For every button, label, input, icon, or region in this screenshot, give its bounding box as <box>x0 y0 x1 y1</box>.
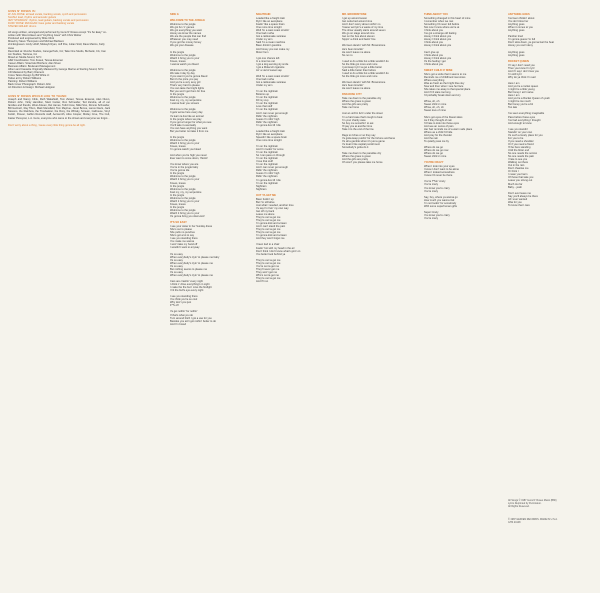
closing-quote: Don't worry about a thing, 'cause every little thing gonna be all right. <box>8 123 86 127</box>
credit-line: Painting: Robert Williams <box>8 80 37 84</box>
song-lyrics: When I look into your eyes I know I don't want to be alone When I looked somewhere I knew I'd never be there You're f**kin' crazy You're crazy You know you're crazy You're crazy Say, hey, where ya wanna go How much you wanna risk I'm not lookin' for somebody With some superhuman gifts Super Crazy You know you're crazy You're crazy <box>424 165 459 220</box>
song-title: OUT TA GET ME <box>256 193 277 197</box>
credit-line: CD Mastered by Barry Diament <box>8 70 45 74</box>
lyrics-column-4 <box>424 10 490 220</box>
copyright-block <box>508 500 588 525</box>
credit-line: Back Cover Photograph: Robert John <box>8 83 52 87</box>
member-line: DUFF 'ROSE' McKAGAN: bass guitar and backing vocals <box>8 22 75 26</box>
credits-column <box>8 10 110 127</box>
song-lyrics: I get up around seven Get outta bed around nine And I don't worry about nothin' no 'Cause worryin's a waste of my time The show usually starts around seven We go on stage around nine Get on the bus about eleven Sippin' a drink and feelin' fine We been dancin' with Mr. Brownstone He's been knockin' He won't leave me alone No no no I used to do a little but a little wouldn't do So the little got more and more I just keep tryin' ta get a little better Said a little better than before I used to do a little but a little wouldn't do So the little got more and more We been dancin' with Mr. Brownstone He's been knockin' He won't leave me alone <box>342 17 389 91</box>
credit-line: Business Affairs: Boulevard Management <box>8 64 56 68</box>
credit-line: A&R Coordination: Tom Zutaut, Teresa Ensenat <box>8 58 63 62</box>
lyrics-column-3 <box>342 10 408 164</box>
member-line: IZZY STRADLIN': rhythm, lead guitars, backing vocals and percussion <box>8 19 89 23</box>
credit-line: All songs written, arranged and performed by Guns N' Roses except "It's So Easy" co-written with West Arkeen and "Anything Goes" with Chris Weber <box>8 31 107 38</box>
song-title: WELCOME TO THE JUNGLE <box>170 19 205 23</box>
song-lyrics: Something changed in this heart of mine I remember when we met Something I'd never felt before Not now I know where we're at I think about you I've got a strange old feeling Honey I think about you Honey I think about you I think about you Honey I think about you Can't give up I think about you Honey I think about you It's the feeling I get I think about you <box>424 17 471 66</box>
copyright-line: All Songs © 1987 Guns N' Roses Music (BMI) <box>508 499 557 502</box>
credit-line: 2nd Engineers: Andy Udoff, Mickeyb Ryan, Jeff Poe, Julian Stoll, Dave Marino, Kelly Huse <box>8 43 106 50</box>
credit-line: Mixed at: Media Sound, NYC <box>8 55 42 59</box>
catalog-number: GHS 24148 <box>508 520 521 524</box>
song-lyrics: I've been thinkin' about You don't kiss her Anything goes When it comes to you Anything goes Panther tired I'm gonna guess I'm full Don't slow down, ya gonna feel the heat Honey you can't deny Anything goes Anything goes <box>508 17 554 57</box>
song-title: YOU'RE CRAZY <box>424 161 444 165</box>
song-lyrics: Take me down to the paradise city Where the grass is green And the girls are pretty Take me home Just an urchin livin' under the street I'm a hard case that's tough to beat I'm your charity case So buy me somethin' to eat I'll pay you at another time Take it to the end of the line Rags to riches or so they say Ya gotta keep pushin' for the fortune and fame It's all a gamble when it's just a game Ya treat it like capital punishment Somebody's gotta do it Take me down to the paradise city Where the grass is green And the girls are pretty Oh won't you please take me home <box>342 97 396 165</box>
copyright-line: Lyrics Reprinted by Permission. <box>508 501 542 505</box>
credit-line: Tattoo art by Robert Williams <box>8 76 42 80</box>
song-lyrics: Been fuckin' up But I'm still alive Just what I needed, another time Ya say I'm livin' my own way Get off my back Leave me alone They're out ta get me They're out ta get me I'm gonna kick and scream And I can't stand the pain They're out ta get me They're out ta get me I'm gonna kick and scream And they won't forget me I been tied to a chair Feelin' hot with my head in the air Don't think I don't know what's goin' on You better look behind ya They're out ta get me They're out ta get me You're out ta get me They'll never get me They won't get me Who's out ta get me They're out ta get me And I'll run <box>256 197 301 284</box>
song-title: SWEET CHILD O' MINE <box>424 68 453 72</box>
credit-line: Recorded at: Rumbo Studios, Canoga Park, CA; Take One Studio, Burbank, CA; Can Am Studios, Tarzana, CA <box>8 49 107 56</box>
credit-line: Produced and engineered by Mike Clink <box>8 37 54 41</box>
song-title: ANYTHING GOES <box>508 13 530 16</box>
member-line: SLASH: lead, rhythm and acoustic guitars <box>8 16 57 20</box>
credit-line: Career Affairs: Stravinski Brothers; Alan Niven <box>8 61 61 65</box>
thanks-heading: GUNS N' ROSES WOULD LIKE TO THANK: <box>8 95 68 99</box>
thanks-text: Joseph and Nancy Clink, Ruth Wakefield, Tom Zutaut, Teresa Ensenat, Alan Niven, Robert John, Vicky Hamilton, Marc Canter, Ron Schneider, Ted Zaruba, all of our families and friends, West Arkeen, Del James, Todd Crew, Nikki Sixx, Ronnie Schneider, Bill Gazzarri, Ray Tilton, Mark Mansfield, Tom Mayhue, Janet Bonne, Lance Davis, Jack Stevens, the Rainbow, the Troubadour, the Roxy, the Whisky, Scream, Cathouse, Vinyl Fetish, Poseur, Geffen Records staff, Aerosmith, Alice Cooper, Motley Crue, The Cult, Faster Pussycat, L.A. Guns, everyone who came to the shows and everyone we forgot... <box>8 98 111 120</box>
member-line: W. AXL ROSE: all lead vocals, backing vocals, synth and percussion <box>8 13 87 17</box>
song-title: THINK ABOUT YOU <box>424 13 449 16</box>
credit-line: Album and Cassette Originally Mastered by George Marino at Sterling Sound, NYC <box>8 67 104 71</box>
song-title: PARADISE CITY <box>342 93 362 97</box>
member-line: STEVEN ADLER: drums <box>8 25 37 29</box>
lyrics-column-5 <box>508 10 580 207</box>
lyrics-column-1 <box>170 10 236 326</box>
song-lyrics: Welcome to the jungle We got fun 'n' games We got everything you want Honey we know the names We are the people that can find Whatever you may need If you got the money honey We got your disease In the jungle Welcome to the jungle Watch it bring you to your Knees, knees I wanna watch you bleed Welcome to the jungle We take it day by day If you want it you're gonna bleed But it's the price you pay And you're a very sexy girl That's very hard to please You can taste the bright lights But you won't get them for free In the jungle Welcome to the jungle Feel my, my, my serpentine I wanna hear you scream Welcome to the jungle It gets worse here every day Ya learn ta live like an animal In the jungle where we play If you got a hunger for what you see You'll take it eventually You can have anything you want But you better not take it from me In the jungle Welcome to the jungle Watch it bring you to your Knees, knees I'm gonna watch you bleed And when you're high you never Ever want to come down, YEAH! You know where you are You're in the jungle baby You're gonna die In the jungle Welcome to the jungle Watch it bring you to your Knees, knees In the jungle Welcome to the jungle Feel my, my, my serpentine In the jungle Welcome to the jungle Watch it bring you to your Knees, knees In the jungle Welcome to the jungle Watch it bring you to your It's gonna bring you down-HA! <box>170 23 212 219</box>
lyrics-column-2 <box>256 10 322 283</box>
song-title: ROCKET QUEEN <box>508 59 529 63</box>
song-lyrics: I see your sister in her Sunday dress She's out to please She pulls no punches She's got a lot to say I see you standing there You make me wanna I won't take my hand off I wouldn't want to anyway It's so easy When everybody's tryin' to please me baby It's so easy When everybody's tryin' to please me It's so easy But nothing seems to please me It's so easy When everybody's tryin' to please me Cars are crashin' every night I drink n' drive everything's in sight I make the fire but I miss the firefight I hit the bull's eye every night I see you standing there You think you're so cool Why don't you just F**k off Ya get nothin' for nothin' If that's what you do Turn around bitch I got a use for you Besides you ain't got nothin' better to do And I'm bored <box>170 225 220 326</box>
song-title: SIDE G <box>170 13 179 16</box>
credit-line: Cross Tattoo Design by Bill White Jr. <box>8 73 50 77</box>
song-lyrics: If I say I don't need you Then you know I'm lyin' And if I say I don't love you I'm still tryin' Why do ya think I'm sad Here I am And you're a rocket queen I might be a little young But honey I ain't naive Here I am And you're a Rocket Queen oh yeah I might be too much But honey you're a bit Too late I've seen everything imaginable Pass before these eyes I've had everything I thought And enough to know I see you standin' Standin' on your own It's such a lonely place for you For you to be If you need a shoulder Or if you need a friend I'll be here standing Until the bitter end No one needs the sorrow No one needs the pain I hate to see you Walking out there Out in the rain Don't chastise me Or think I I mean you harm Of those that take you Leave you strung out Much too far Baby - yeah Don't ever leave me Say you'll always be there All I ever wanted Was for you To know that I care <box>508 63 550 207</box>
credits-heading: GUNS N' ROSES IS: <box>8 10 36 13</box>
song-title: NIGHTRAIN <box>256 13 271 16</box>
song-lyrics: Loaded like a freight train Flyin' like an aeroplane Feelin' like a space brain One more time tonight Well I'm a west coast struttin' One bad mutha Got a rattlesnake suitcase Under my arm Said I'm a mean machine Been drinkin' gasoline And honey you can make my Motor hum I got one chance left In a nine live cat I got a dog eat dog sly smile I got a Moleculr cigarette An' a vial of sweet sap Well I'm a west coast struttin' One bad mutha Got a rattlesnake suitcase Under my arm I'm on the nightrain Bottoms up I'm on the nightrain Fill my cup I'm on the nightrain Love that stuff I'm on the nightrain And I can never get enough Ridin' the nightrain Guess I'm ridin' high Ridin' the nightrain I'm gonna live till I die Loaded like a freight train Flyin' like an aeroplane Speedin' like a space brain One more time tonight I'm on the nightrain And I'm lookin' for some I'm on the nightrain So I can pass on through I'm on the nightrain I love that stuff I'm on the nightrain And I can never get enough Ridin' the nightrain Guess I'm ridin' high Ridin' the nightrain I'm gonna live till I die I'm on the nightrain Nightrain Nightrain <box>256 17 290 191</box>
credit-line: Mixed by Steve Thompson and Michael Barbiero <box>8 40 64 44</box>
copyright-line: All Rights Reserved. <box>508 504 530 508</box>
song-title: MR. BROWNSTONE <box>342 13 367 16</box>
copyright-line: © 1987 GEFFEN RECORDS. MADE IN U.S.A. <box>508 517 558 521</box>
credit-line: Art Direction & Design: Michael Hodgson <box>8 86 55 90</box>
song-lyrics: She's got a smile that it seems to me Reminds me of childhood memories Where everything Was as fresh as the bright blue sky Now and then when I see her face She takes me away to that special place And if I'd stare too long I'd probably break down and cry Whoa, oh, oh Sweet child o' mine Whoa, oh, oh, oh Sweet love of mine She's got eyes of the bluest skies As if they thought of rain I'd hate to look into those eyes And see an ounce of pain Her hair reminds me of a warm safe place Where as a child I'd hide And pray for the thunder And the rain To quietly pass me by Where do we go Where do we go now Where do we go Sweet child o' mine <box>424 72 473 159</box>
song-title: IT'S SO EASY <box>170 221 187 225</box>
